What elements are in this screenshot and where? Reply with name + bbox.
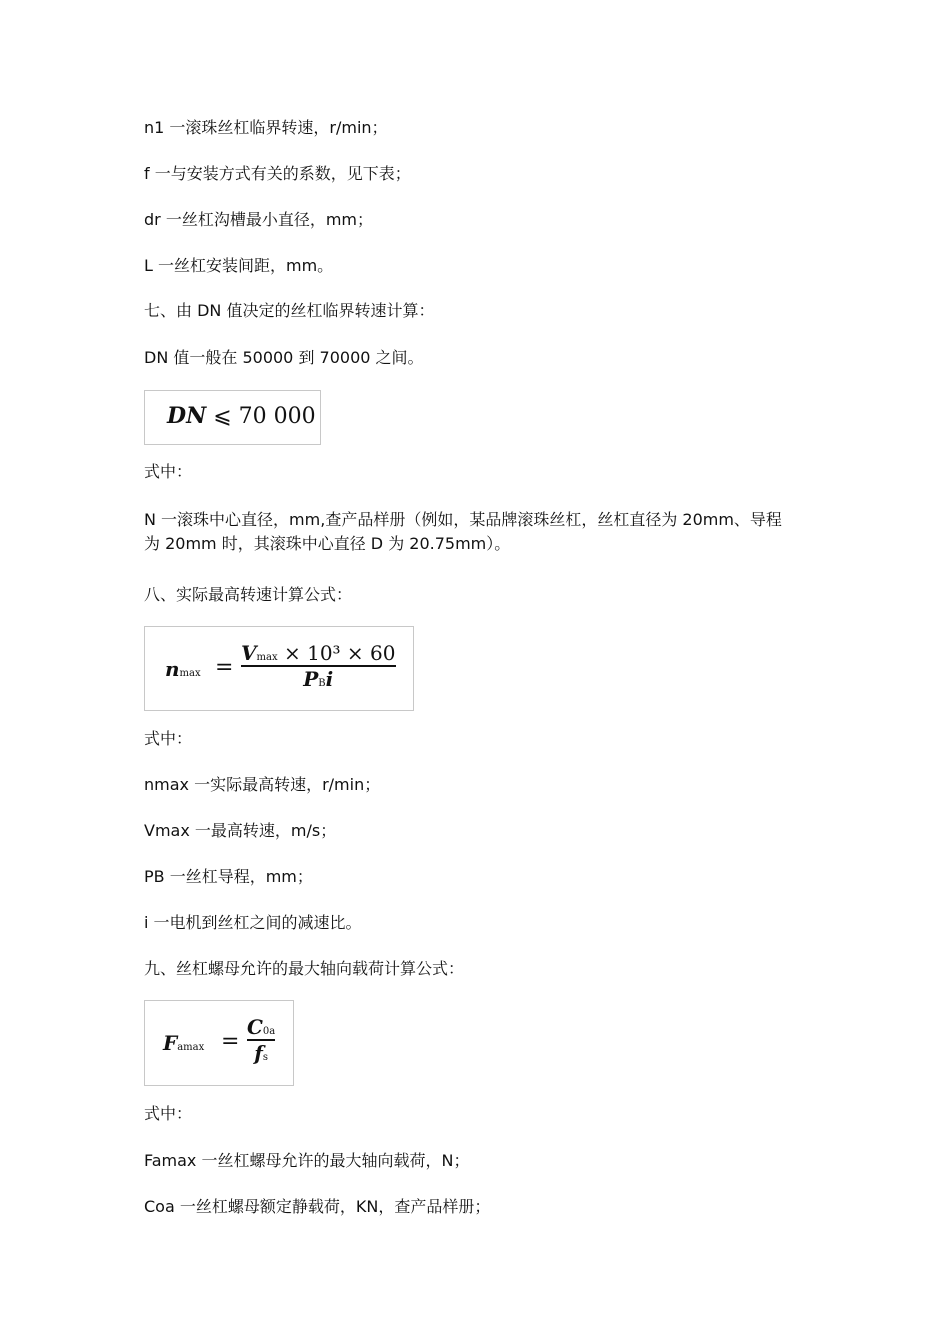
formula-famax-lhs-var: F: [163, 1031, 178, 1055]
text-line-f: f 一与安装方式有关的系数，见下表；: [144, 164, 411, 183]
formula-nmax-num-var: V: [241, 641, 257, 665]
formula-famax-den-var: f: [254, 1040, 263, 1065]
text-line-n1: n1 一滚珠丝杠临界转速，r/min；: [144, 118, 388, 137]
section-heading-7: 七、由 DN 值决定的丝杠临界转速计算：: [144, 301, 435, 320]
formula-famax-eq: =: [221, 1029, 240, 1054]
formula-nmax-den-var: P: [303, 666, 319, 691]
text-line-L: L 一丝杠安装间距，mm。: [144, 256, 334, 275]
text-line-where-1: 式中：: [144, 462, 193, 481]
formula-famax-num-var: C: [247, 1015, 263, 1039]
formula-nmax-fraction: [241, 641, 396, 691]
text-line-where-3: 式中：: [144, 1104, 193, 1123]
formula-dn-op: ⩽: [213, 404, 232, 429]
text-line-N: N 一滚珠中心直径，mm,查产品样册（例如，某品牌滚珠丝杠，丝杠直径为 20mm、导程为 20mm 时，其滚珠中心直径 D 为 20.75mm）。: [144, 510, 782, 553]
formula-famax-fraction: [247, 1015, 275, 1065]
formula-dn-rhs: 70 000: [238, 404, 316, 429]
text-line-dn-range: DN 值一般在 50000 到 70000 之间。: [144, 348, 424, 367]
formula-famax-lhs-sub: amax: [177, 1042, 205, 1053]
text-line-nmax: nmax 一实际最高转速，r/min；: [144, 775, 381, 794]
text-line-dr: dr 一丝杠沟槽最小直径，mm；: [144, 210, 373, 229]
formula-famax: [144, 1000, 294, 1086]
section-heading-9: 九、丝杠螺母允许的最大轴向载荷计算公式：: [144, 959, 465, 978]
formula-dn: [144, 390, 321, 445]
formula-famax-num-sub: 0a: [262, 1026, 276, 1037]
formula-dn-lhs: DN: [167, 403, 207, 429]
formula-nmax-num-rest: × 10³ × 60: [277, 641, 396, 665]
formula-nmax-num-sub: max: [256, 652, 278, 663]
section-heading-8: 八、实际最高转速计算公式：: [144, 585, 353, 604]
text-line-i: i 一电机到丝杠之间的减速比。: [144, 913, 362, 932]
formula-famax-den-sub: s: [262, 1051, 268, 1063]
text-line-vmax: Vmax 一最高转速，m/s；: [144, 821, 337, 840]
formula-nmax-eq: =: [215, 655, 234, 680]
formula-nmax-lhs-var: n: [165, 657, 180, 681]
text-line-pb: PB 一丝杠导程，mm；: [144, 867, 313, 886]
text-line-where-2: 式中：: [144, 729, 193, 748]
text-line-famax: Famax 一丝杠螺母允许的最大轴向载荷，N；: [144, 1151, 470, 1170]
text-line-coa: Coa 一丝杠螺母额定静载荷，KN，查产品样册；: [144, 1197, 491, 1216]
formula-nmax: [144, 626, 414, 711]
formula-nmax-den-sub: B: [318, 677, 326, 689]
formula-nmax-lhs-sub: max: [179, 668, 201, 679]
formula-nmax-den-rest: i: [325, 666, 334, 691]
